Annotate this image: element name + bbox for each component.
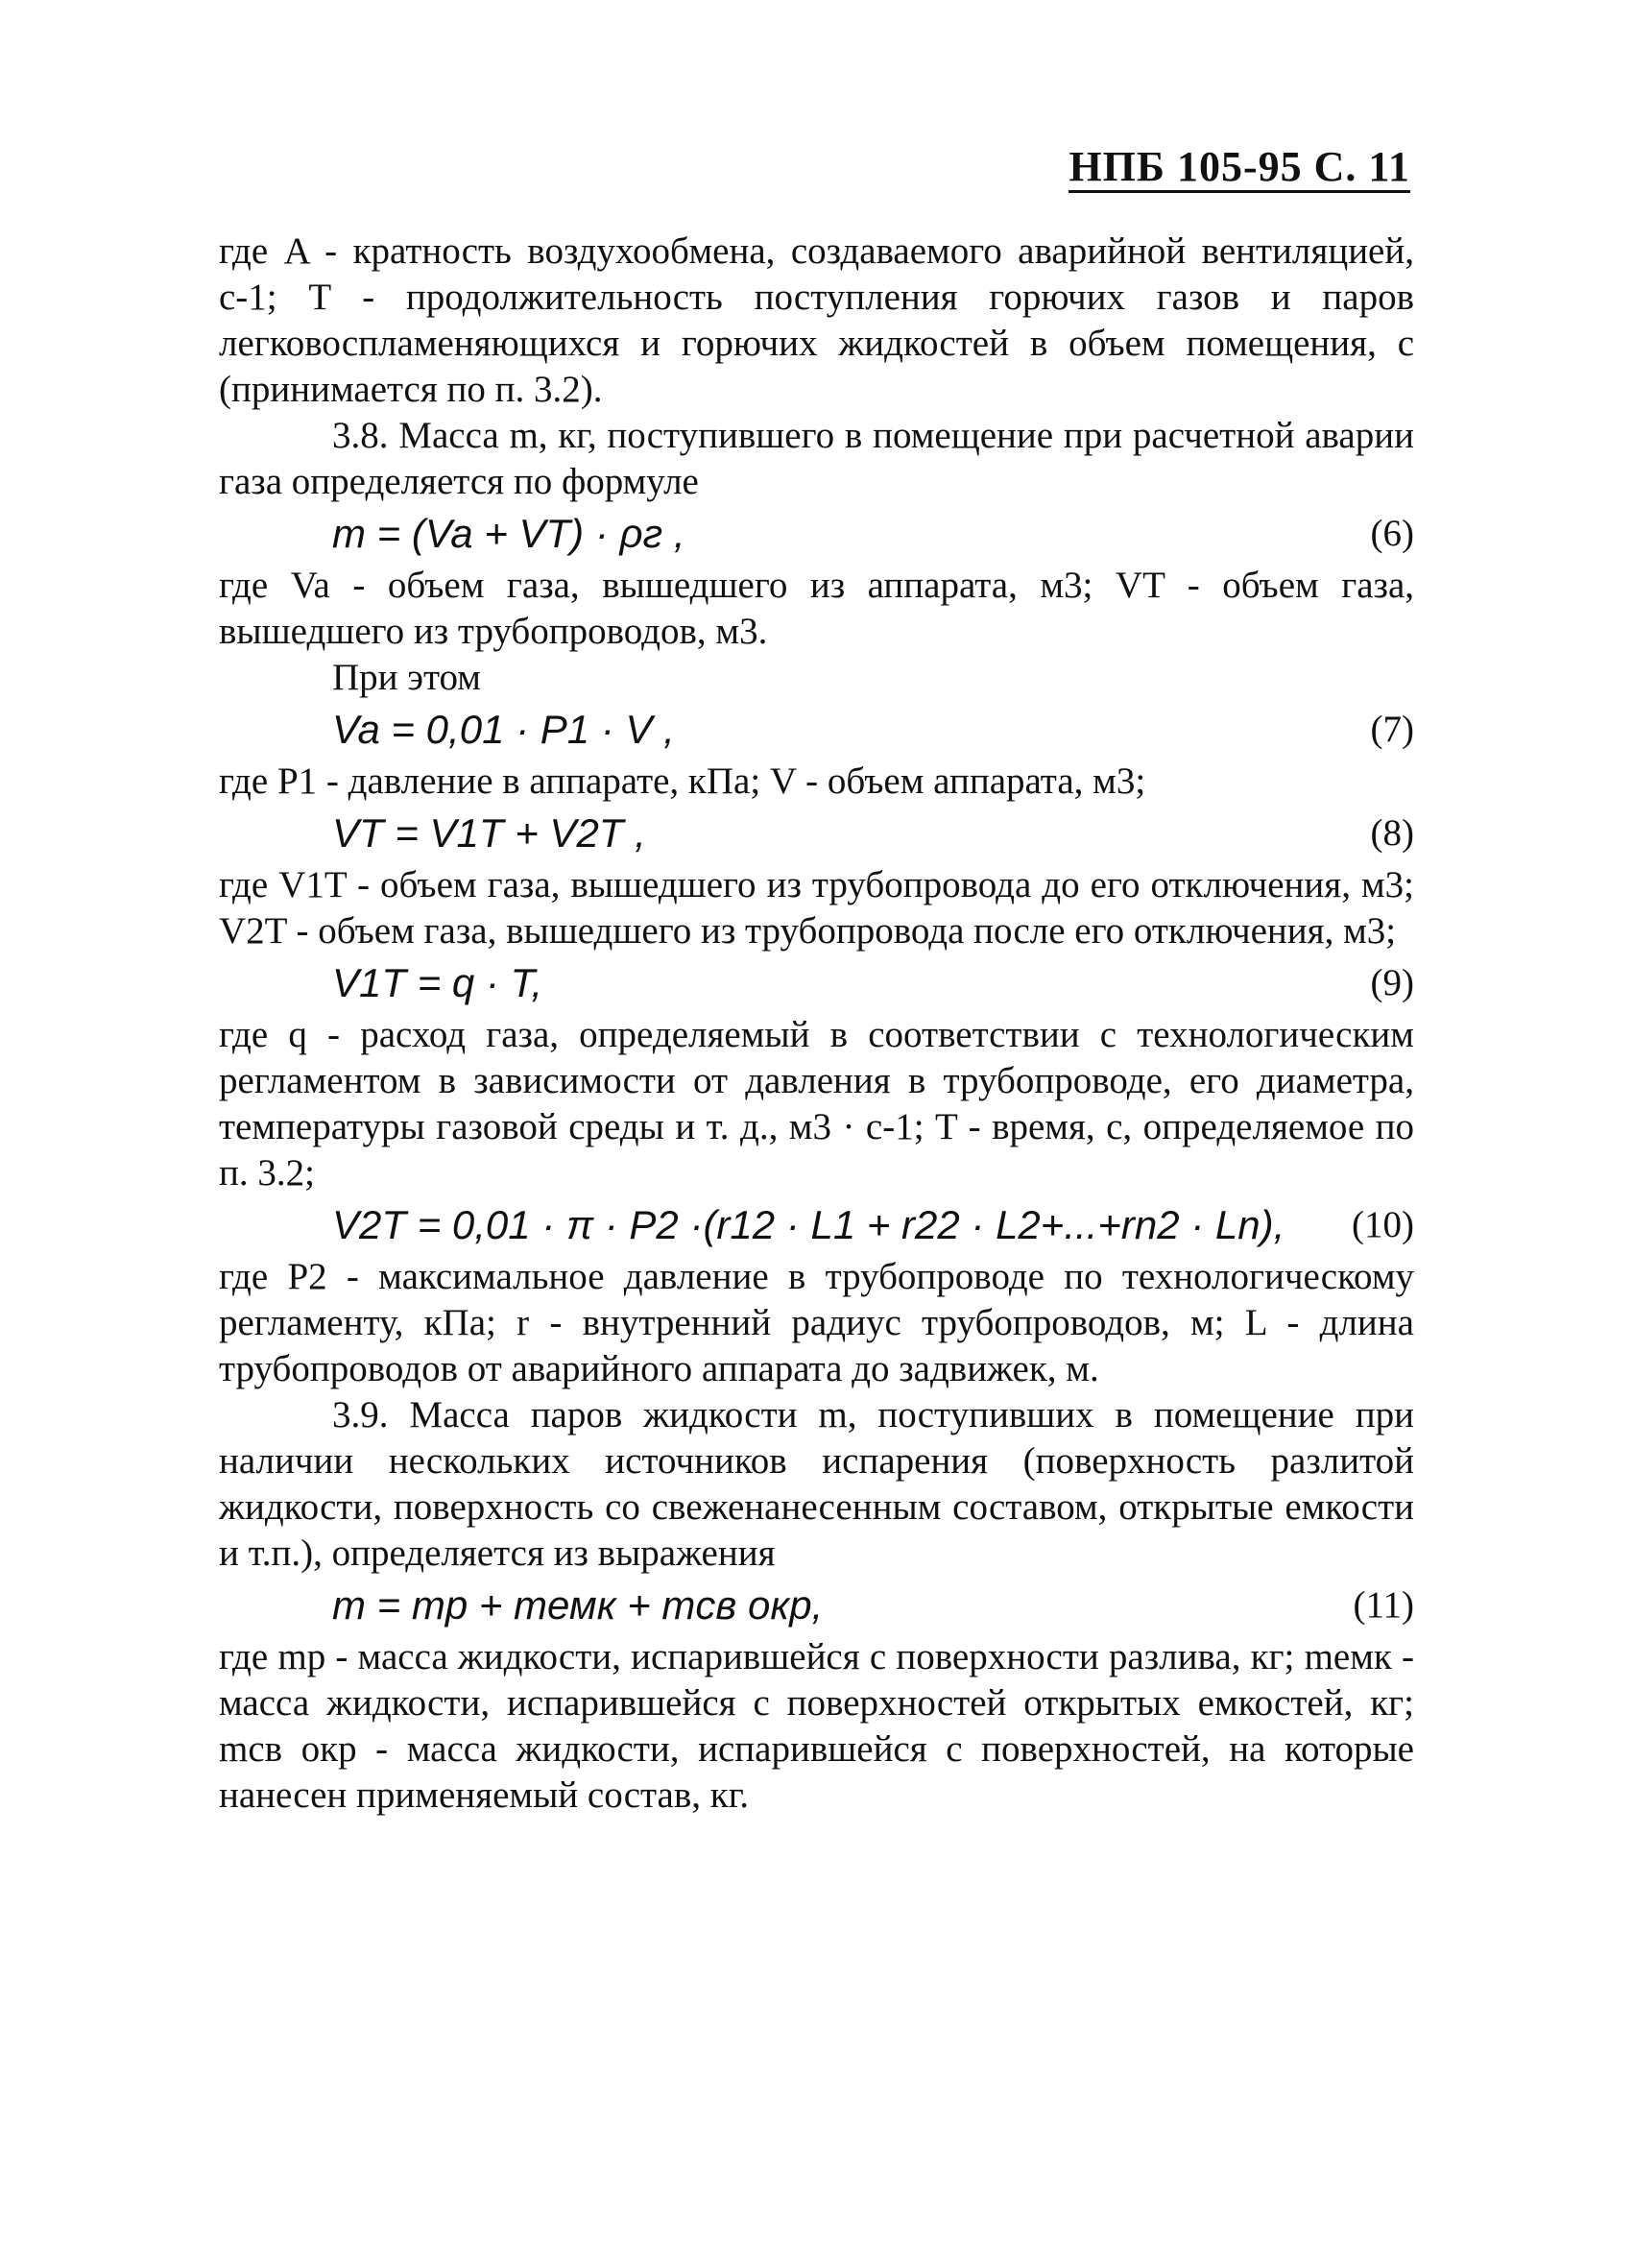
paragraph-1: где A - кратность воздухообмена, создаваемого аварийной вентиляцией, с-1; T - продолжительность поступления горючих газов и паров легковоспламеняющихся и горючих жидкостей в объем помещения, с (принимается по п. 3.2).: [219, 230, 1414, 410]
formula-6: [219, 505, 1414, 563]
formula-8: [219, 805, 1414, 862]
formula-10: [219, 1196, 1414, 1254]
paragraph-p1-v: где P1 - давление в аппарате, кПа; V - объем аппарата, м3;: [219, 760, 1146, 802]
formula-11-body: m = mp + mемк + mсв окр,: [332, 1582, 824, 1628]
paragraph-mp-memk: где mp - масса жидкости, испарившейся с поверхности разлива, кг; mемк - масса жидкости, испарившейся с поверхностей открытых емкостей, кг; mсв окр - масса жидкости, испарившейся с поверхностей, на которые нанесен применяемый состав, кг.: [219, 1636, 1414, 1816]
formula-8-number: (8): [1370, 812, 1414, 854]
formula-8-body: VT = V1T + V2T ,: [332, 810, 646, 856]
formula-9-body: V1T = q · T,: [332, 960, 543, 1005]
paragraph-3-8: 3.8. Масса m, кг, поступившего в помещение при расчетной аварии газа определяется по формуле: [219, 415, 1414, 502]
formula-7-number: (7): [1370, 709, 1414, 750]
formula-9: [219, 954, 1414, 1012]
formula-7-body: Va = 0,01 · P1 · V ,: [332, 707, 675, 752]
formula-7: [219, 701, 1414, 759]
formula-11: [219, 1577, 1414, 1634]
formula-10-body: V2T = 0,01 · π · P2 ·(r12 · L1 + r22 · L2+...+rn2 · Ln),: [332, 1202, 1285, 1247]
paragraph-v1t-v2t: где V1T - объем газа, вышедшего из трубопровода до его отключения, м3; V2T - объем газа, вышедшего из трубопровода после его отключения, м3;: [219, 864, 1414, 952]
paragraph-q: где q - расход газа, определяемый в соответствии с технологическим регламентом в зависимости от давления в трубопроводе, его диаметра, температуры газовой среды и т. д., м3 · с-1; T - время, с, определяемое по п. 3.2;: [219, 1014, 1414, 1194]
document-body: [219, 229, 1414, 1819]
page-header: НПБ 105-95 С. 11: [1069, 144, 1410, 193]
formula-6-number: (6): [1370, 513, 1414, 554]
formula-10-number: (10): [1352, 1204, 1414, 1245]
paragraph-pri-etom: При этом: [332, 657, 481, 698]
paragraph-va-vt: где Va - объем газа, вышедшего из аппарата, м3; VT - объем газа, вышедшего из трубопроводов, м3.: [219, 565, 1414, 652]
formula-6-body: m = (Va + VT) · ρг ,: [332, 511, 685, 556]
formula-11-number: (11): [1353, 1584, 1414, 1626]
paragraph-3-9: 3.9. Масса паров жидкости m, поступивших в помещение при наличии нескольких источников испарения (поверхность разлитой жидкости, поверхность со свеженанесенным составом, открытые емкости и т.п.), определяется из выражения: [219, 1394, 1414, 1574]
paragraph-p2-r-l: где P2 - максимальное давление в трубопроводе по технологическому регламенту, кПа; r - внутренний радиус трубопроводов, м; L - длина трубопроводов от аварийного аппарата до задвижек, м.: [219, 1256, 1414, 1389]
formula-9-number: (9): [1370, 962, 1414, 1003]
